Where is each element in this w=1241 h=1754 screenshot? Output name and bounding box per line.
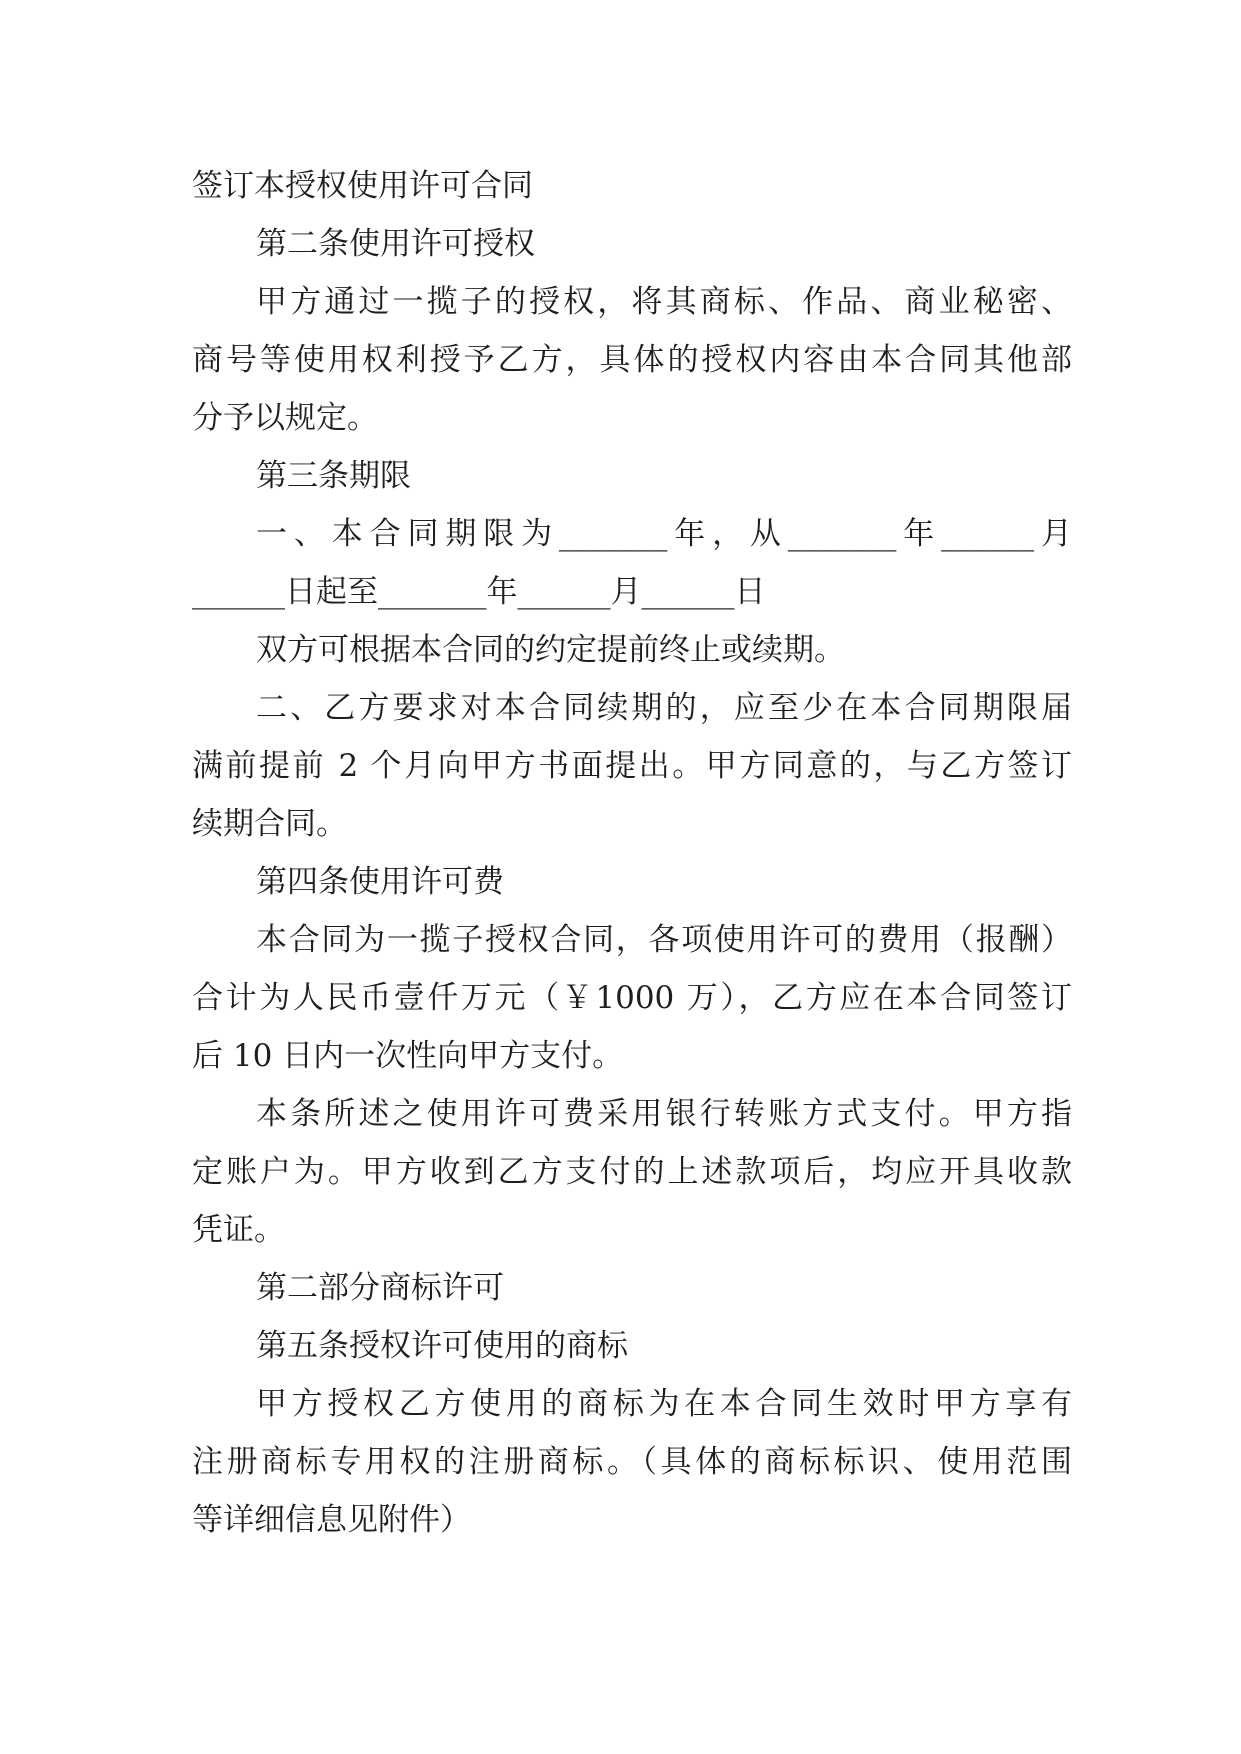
section-heading: 第四条使用许可费	[256, 864, 504, 900]
paragraph-line: 等详细信息见附件）	[192, 1502, 471, 1538]
section-heading: 第五条授权许可使用的商标	[256, 1328, 628, 1364]
paragraph-line: 分予以规定。	[192, 400, 378, 436]
paragraph-line: 甲方授权乙方使用的商标为在本合同生效时甲方享有	[256, 1386, 1072, 1422]
paragraph-line: ______日起至_______年______月______日	[192, 574, 766, 610]
paragraph-line: 本条所述之使用许可费采用银行转账方式支付。甲方指	[256, 1096, 1072, 1132]
paragraph-line: 续期合同。	[192, 806, 347, 842]
paragraph-line: 本合同为一揽子授权合同，各项使用许可的费用（报酬）	[256, 922, 1072, 958]
paragraph-line: 后 10 日内一次性向甲方支付。	[192, 1038, 624, 1074]
paragraph-line: 双方可根据本合同的约定提前终止或续期。	[256, 632, 845, 668]
contract-body	[192, 157, 1072, 1549]
paragraph-line: 签订本授权使用许可合同	[192, 168, 533, 204]
paragraph-line: 二、乙方要求对本合同续期的，应至少在本合同期限届	[256, 690, 1072, 726]
paragraph-line: 满前提前 2 个月向甲方书面提出。甲方同意的，与乙方签订	[192, 748, 1072, 784]
paragraph-line: 甲方通过一揽子的授权，将其商标、作品、商业秘密、	[256, 284, 1072, 320]
section-heading: 第二条使用许可授权	[256, 226, 535, 262]
paragraph-line: 定账户为。甲方收到乙方支付的上述款项后，均应开具收款	[192, 1154, 1072, 1190]
part-heading: 第二部分商标许可	[256, 1270, 504, 1306]
paragraph-line: 凭证。	[192, 1212, 285, 1248]
paragraph-line: 注册商标专用权的注册商标。（具体的商标标识、使用范围	[192, 1444, 1072, 1480]
paragraph-line: 一、本合同期限为_______年，从_______年______月	[256, 516, 1072, 552]
section-heading: 第三条期限	[256, 458, 411, 494]
paragraph-line: 合计为人民币壹仟万元（￥1000 万），乙方应在本合同签订	[192, 980, 1072, 1016]
paragraph-line: 商号等使用权利授予乙方，具体的授权内容由本合同其他部	[192, 342, 1072, 378]
